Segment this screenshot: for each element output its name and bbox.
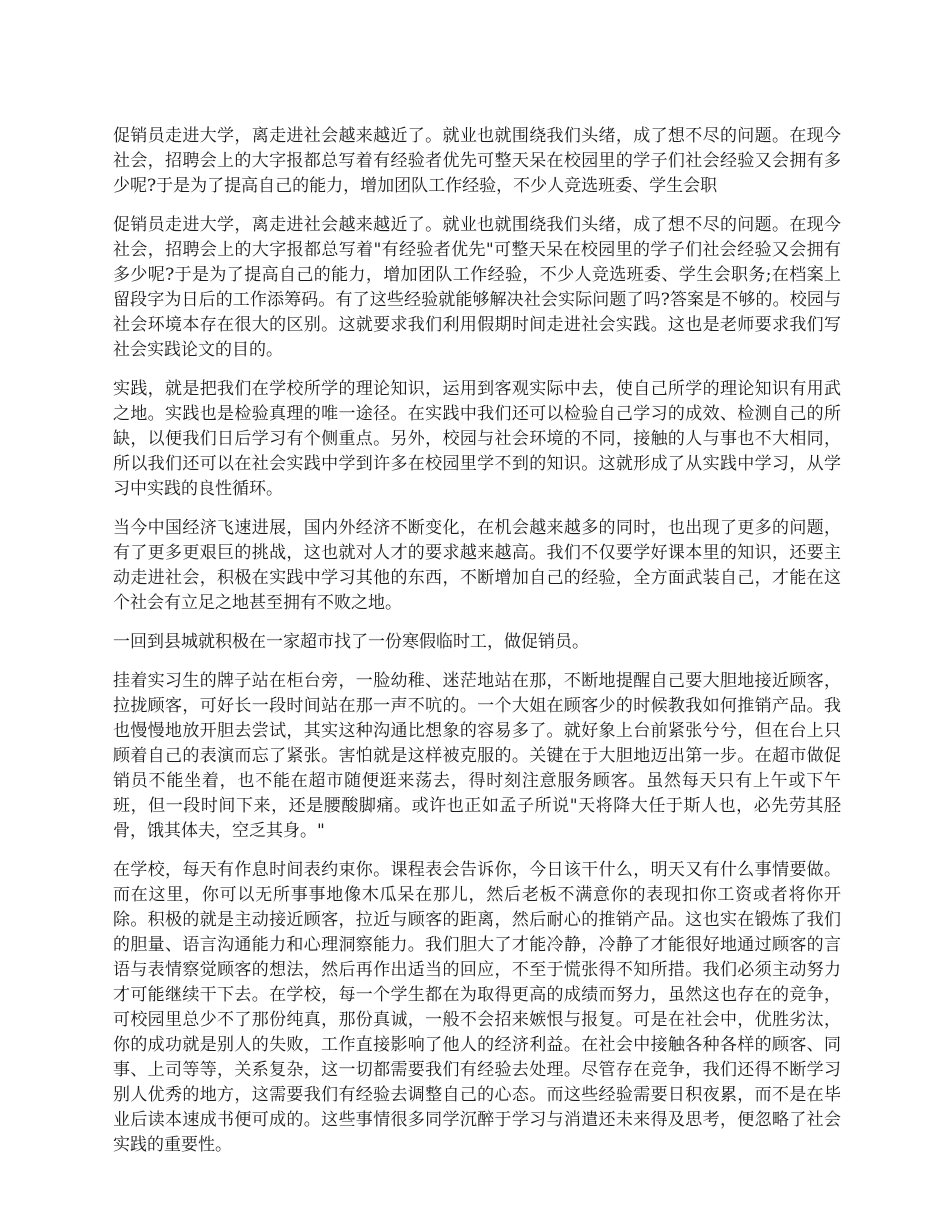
paragraph-job-start: 一回到县城就积极在一家超市找了一份寒假临时工，做促销员。 [113, 632, 589, 652]
paragraph-economy: 当今中国经济飞速进展，国内外经济不断变化，在机会越来越多的同时，也出现了更多的问题，有了更多更艰巨的挑战，这也就对人才的要求越来越高。我们不仅要学好课本里的知识，还要主动走进社会，积极在实践中学习其他的东西，不断增加自己的经验，全方面武装自己，才能在这个社会有立足之地甚至拥有不败之地。 [113, 518, 841, 613]
paragraph-intro-truncated: 促销员走进大学，离走进社会越来越近了。就业也就围绕我们头绪，成了想不尽的问题。在现今社会，招聘会上的大字报都总写着有经验者优先可整天呆在校园里的学子们社会经验又会拥有多少呢?于是为了提高自己的能力，增加团队工作经验，不少人竞选班委、学生会职 [113, 126, 841, 196]
paragraph-intro: 促销员走进大学，离走进社会越来越近了。就业也就围绕我们头绪，成了想不尽的问题。在现今社会，招聘会上的大字报都总写着"有经验者优先"可整天呆在校园里的学子们社会经验又会拥有多少呢?于是为了提高自己的能力，增加团队工作经验，不少人竞选班委、学生会职务;在档案上留段字为日后的工作添筹码。有了这些经验就能够解决社会实际问题了吗?答案是不够的。校园与社会环境本存在很大的区别。这就要求我们利用假期时间走进社会实践。这也是老师要求我们写社会实践论文的目的。 [113, 215, 841, 360]
paragraph-promoter-experience: 挂着实习生的牌子站在柜台旁，一脸幼稚、迷茫地站在那，不断地提醒自己要大胆地接近顾客，拉拢顾客，可好长一段时间站在那一声不吭的。一个大姐在顾客少的时候教我如何推销产品。我也慢慢地放开胆去尝试，其实这种沟通比想象的容易多了。就好象上台前紧张兮兮，但在台上只顾着自己的表演而忘了紧张。害怕就是这样被克服的。关键在于大胆地迈出第一步。在超市做促销员不能坐着，也不能在超市随便逛来荡去，得时刻注意服务顾客。虽然每天只有上午或下午班，但一段时间下来，还是腰酸脚痛。或许也正如孟子所说"天将降大任于斯人也，必先劳其胫骨，饿其体夫，空乏其身。" [113, 671, 841, 841]
paragraph-school-vs-society: 在学校，每天有作息时间表约束你。课程表会告诉你，今日该干什么，明天又有什么事情要做。而在这里，你可以无所事事地像木瓜呆在那儿，然后老板不满意你的表现扣你工资或者将你开除。积极的就是主动接近顾客，拉近与顾客的距离，然后耐心的推销产品。这也实在锻炼了我们的胆量、语言沟通能力和心理洞察能力。我们胆大了才能冷静，冷静了才能很好地通过顾客的言语与表情察觉顾客的想法，然后再作出适当的回应，不至于慌张得不知所措。我们必须主动努力才可能继续干下去。在学校，每一个学生都在为取得更高的成绩而努力，虽然这也存在的竞争，可校园里总少不了那份纯真，那份真诚，一般不会招来嫉恨与报复。可是在社会中，优胜劣汰，你的成功就是别人的失败，工作直接影响了他人的经济利益。在社会中接触各种各样的顾客、同事、上司等等，关系复杂，这一切都需要我们有经验去处理。尽管存在竞争，我们还得不断学习别人优秀的地方，这需要我们有经验去调整自己的心态。而这些经验需要日积夜累，而不是在毕业后读本速成书便可成的。这些事情很多同学沉醉于学习与消遣还未来得及思考，便忽略了社会实践的重要性。 [113, 860, 841, 1155]
paragraph-practice-definition: 实践，就是把我们在学校所学的理论知识，运用到客观实际中去，使自己所学的理论知识有用武之地。实践也是检验真理的唯一途径。在实践中我们还可以检验自己学习的成效、检测自己的所缺，以便我们日后学习有个侧重点。另外，校园与社会环境的不同，接触的人与事也不大相同，所以我们还可以在社会实践中学到许多在校园里学不到的知识。这就形成了从实践中学习，从学习中实践的良性循环。 [113, 379, 841, 499]
document-body [113, 124, 841, 1172]
